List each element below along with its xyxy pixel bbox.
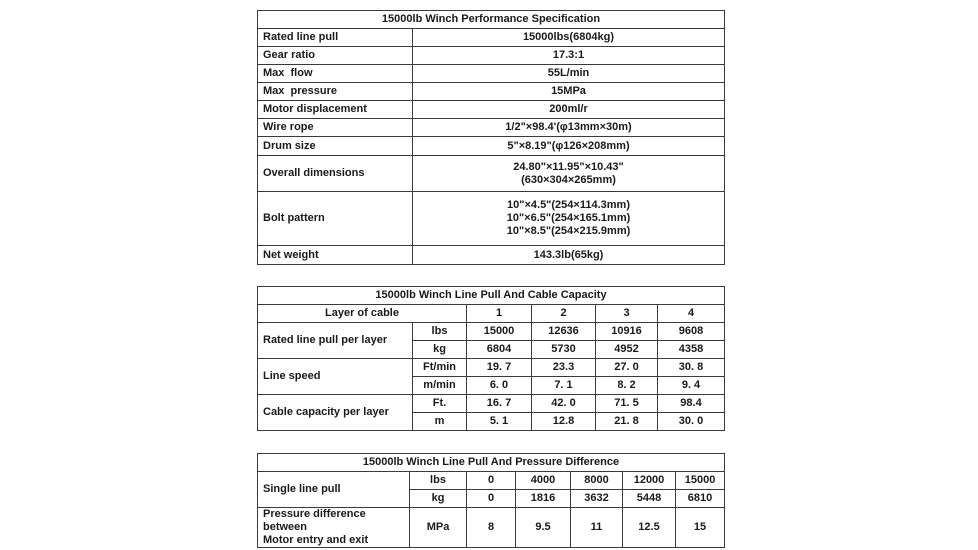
value-cell: 9. 4 xyxy=(658,377,725,395)
value-cell: 5448 xyxy=(623,490,676,508)
layer-number: 1 xyxy=(467,305,532,323)
row-label: Cable capacity per layer xyxy=(258,395,413,431)
spec-value xyxy=(413,156,725,192)
spec-label: Motor displacement xyxy=(258,101,413,119)
value-cell: 12.5 xyxy=(623,508,676,548)
spec-row xyxy=(258,47,725,65)
value-cell: 15 xyxy=(676,508,725,548)
row-label-line: Motor entry and exit xyxy=(263,534,369,546)
spec-row xyxy=(258,101,725,119)
spec-row xyxy=(258,137,725,156)
spec-value: 55L/min xyxy=(413,65,725,83)
value-cell: 6810 xyxy=(676,490,725,508)
spec-label: Bolt pattern xyxy=(258,192,413,246)
value-cell: 12.8 xyxy=(532,413,596,431)
unit-cell: lbs xyxy=(413,323,467,341)
value-cell: 12636 xyxy=(532,323,596,341)
value-cell: 4358 xyxy=(658,341,725,359)
table-row xyxy=(258,359,725,377)
unit-cell: kg xyxy=(410,490,467,508)
value-cell: 4952 xyxy=(596,341,658,359)
value-cell: 7. 1 xyxy=(532,377,596,395)
line-pull-capacity-table xyxy=(257,286,725,431)
value-cell: 23.3 xyxy=(532,359,596,377)
value-cell: 1816 xyxy=(516,490,571,508)
value-cell: 3632 xyxy=(571,490,623,508)
value-cell: 27. 0 xyxy=(596,359,658,377)
spec-value-line: 10"×6.5"(254×165.1mm) xyxy=(506,212,631,224)
spec-row xyxy=(258,29,725,47)
layer-header-label: Layer of cable xyxy=(258,305,467,323)
spec-value: 15MPa xyxy=(413,83,725,101)
spec-value: 200ml/r xyxy=(413,101,725,119)
value-cell: 6. 0 xyxy=(467,377,532,395)
spec-value: 143.3lb(65kg) xyxy=(413,246,725,265)
table-row xyxy=(258,305,725,323)
unit-cell: MPa xyxy=(410,508,467,548)
pressure-table-title: 15000lb Winch Line Pull And Pressure Difference xyxy=(258,454,725,472)
spec-row xyxy=(258,246,725,265)
value-cell: 30. 8 xyxy=(658,359,725,377)
layer-number: 3 xyxy=(596,305,658,323)
row-label: Line speed xyxy=(258,359,413,395)
spec-value: 1/2"×98.4'(φ13mm×30m) xyxy=(413,119,725,137)
spec-value-line: (630×304×265mm) xyxy=(521,173,616,186)
value-cell: 9.5 xyxy=(516,508,571,548)
value-cell: 8 xyxy=(467,508,516,548)
unit-cell: m xyxy=(413,413,467,431)
pull-table-title: 15000lb Winch Line Pull And Cable Capacity xyxy=(258,287,725,305)
table-row xyxy=(258,472,725,490)
value-cell: 8000 xyxy=(571,472,623,490)
value-cell: 9608 xyxy=(658,323,725,341)
spec-value-line: 24.80"×11.95"×10.43" xyxy=(513,160,624,173)
value-cell: 0 xyxy=(467,490,516,508)
spec-row xyxy=(258,156,725,192)
value-cell: 4000 xyxy=(516,472,571,490)
spec-label: Gear ratio xyxy=(258,47,413,65)
value-cell: 12000 xyxy=(623,472,676,490)
value-cell: 11 xyxy=(571,508,623,548)
spec-label: Net weight xyxy=(258,246,413,265)
row-label xyxy=(258,508,410,548)
unit-cell: lbs xyxy=(410,472,467,490)
spec-value: 15000lbs(6804kg) xyxy=(413,29,725,47)
table-row xyxy=(258,323,725,341)
value-cell: 42. 0 xyxy=(532,395,596,413)
value-cell: 21. 8 xyxy=(596,413,658,431)
spec-label: Drum size xyxy=(258,137,413,156)
value-cell: 30. 0 xyxy=(658,413,725,431)
layer-number: 4 xyxy=(658,305,725,323)
spec-label: Rated line pull xyxy=(258,29,413,47)
spec-label: Max flow xyxy=(258,65,413,83)
spec-value: 5"×8.19"(φ126×208mm) xyxy=(413,137,725,156)
row-label-line: Pressure difference between xyxy=(263,508,366,533)
unit-cell: Ft. xyxy=(413,395,467,413)
spec-row xyxy=(258,65,725,83)
spec-label: Max pressure xyxy=(258,83,413,101)
spec-value xyxy=(413,192,725,246)
value-cell: 71. 5 xyxy=(596,395,658,413)
value-cell: 6804 xyxy=(467,341,532,359)
spec-label: Overall dimensions xyxy=(258,156,413,192)
table-row xyxy=(258,508,725,548)
value-cell: 5. 1 xyxy=(467,413,532,431)
row-label: Single line pull xyxy=(258,472,410,508)
value-cell: 5730 xyxy=(532,341,596,359)
unit-cell: kg xyxy=(413,341,467,359)
value-cell: 15000 xyxy=(467,323,532,341)
spec-value-line: 10"×8.5"(254×215.9mm) xyxy=(506,225,631,237)
row-label: Rated line pull per layer xyxy=(258,323,413,359)
unit-cell: m/min xyxy=(413,377,467,395)
spec-row xyxy=(258,119,725,137)
pressure-difference-table xyxy=(257,453,725,548)
spec-row xyxy=(258,83,725,101)
performance-spec-table xyxy=(257,10,725,265)
layer-number: 2 xyxy=(532,305,596,323)
spec-value-line: 10"×4.5"(254×114.3mm) xyxy=(507,199,630,211)
spec-table-title: 15000lb Winch Performance Specification xyxy=(258,11,725,29)
value-cell: 15000 xyxy=(676,472,725,490)
spec-value: 17.3:1 xyxy=(413,47,725,65)
value-cell: 98.4 xyxy=(658,395,725,413)
value-cell: 0 xyxy=(467,472,516,490)
spec-label: Wire rope xyxy=(258,119,413,137)
value-cell: 8. 2 xyxy=(596,377,658,395)
value-cell: 10916 xyxy=(596,323,658,341)
unit-cell: Ft/min xyxy=(413,359,467,377)
table-row xyxy=(258,395,725,413)
spec-row xyxy=(258,192,725,246)
value-cell: 19. 7 xyxy=(467,359,532,377)
value-cell: 16. 7 xyxy=(467,395,532,413)
